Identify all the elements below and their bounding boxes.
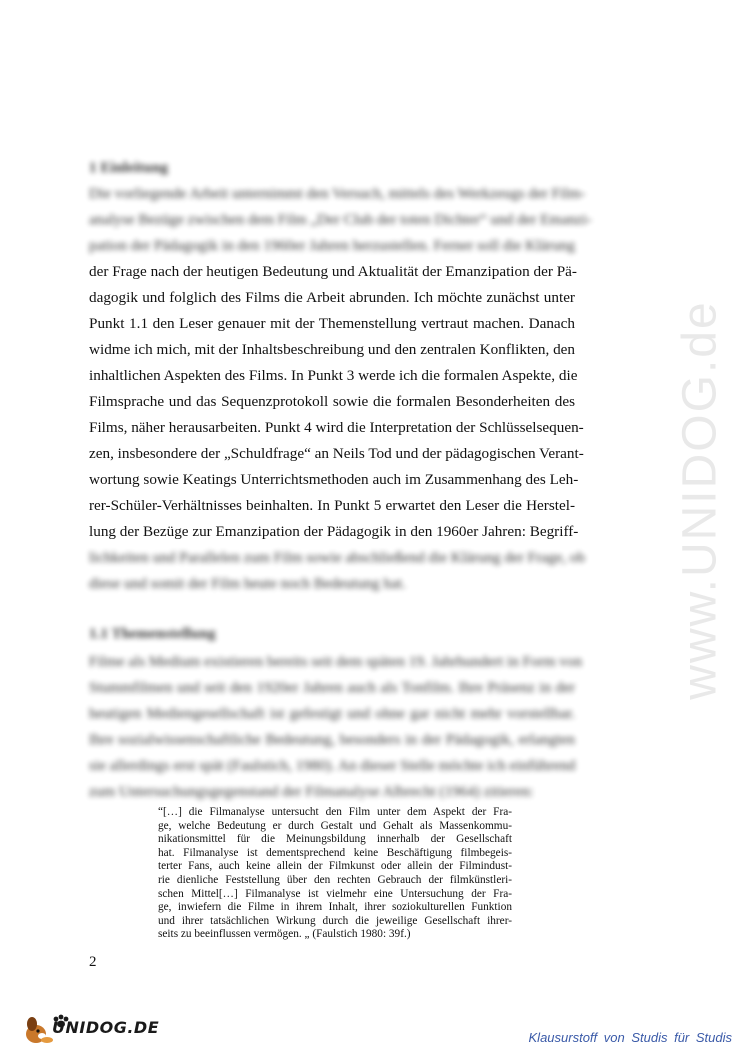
paragraph-line: Films, näher herausarbeiten. Punkt 4 wird die Interpretation der Schlüsselsequen-: [89, 419, 584, 436]
paragraph-line: Die vorliegende Arbeit unternimmt den Versuch, mittels des Werkzeugs der Film-: [89, 185, 586, 202]
paragraph-line: zum Untersuchungsgegenstand der Filmanalyse Albrecht (1964) zitieren:: [89, 783, 534, 800]
quote-line: nikationsmittel für die Meinungsbildung innerhalb der Gesellschaft: [158, 833, 512, 846]
quote-line: terter Fans, auch keine allein der Filmkunst oder allein der Filmindust-: [158, 860, 512, 873]
quote-line: schen Mittel[…] Filmanalyse ist vielmehr eine Untersuchung der Fra-: [158, 887, 512, 900]
paragraph-line: lung der Bezüge zur Emanzipation der Pädagogik in den 1960er Jahren: Begriff-: [89, 523, 579, 540]
paragraph-line: inhaltlichen Aspekten des Films. In Punkt 3 werde ich die formalen Aspekte, die: [89, 367, 578, 384]
quote-line: hat. Filmanalyse ist dementsprechend keine Beschäftigung filmbegeis-: [158, 846, 512, 859]
paragraph-line: lichkeiten und Parallelen zum Film sowie abschließend die Klärung der Frage, ob: [89, 549, 585, 566]
block-quote: [158, 806, 512, 942]
quote-line: ge, inwiefern die Filme in ihrem Inhalt, ihrer soziokulturellen Funktion: [158, 901, 512, 914]
paragraph-line: pation der Pädagogik in den 1960er Jahren herzustellen. Ferner soll die Klärung: [89, 237, 575, 254]
quote-line: seits zu beeinflussen vermögen. „ (Faulstich 1980: 39f.): [158, 928, 411, 941]
paragraph-line: zen, insbesondere der „Schuldfrage“ an Neils Tod und der pädagogischen Verant-: [89, 445, 584, 462]
section-heading-themenstellung: 1.1 Themenstellung: [89, 626, 216, 642]
paragraph-line: widme ich mich, mit der Inhaltsbeschreibung und den zentralen Konflikten, den: [89, 341, 575, 358]
paragraph-line: Ihre sozialwissenschaftliche Bedeutung, besonders in der Pädagogik, erlangten: [89, 731, 575, 748]
footer-tagline: Klausurstoff von Studis für Studis: [528, 1030, 732, 1045]
logo-wordmark: UNIDOG.DE: [52, 1018, 160, 1037]
paragraph-line: diese und somit der Film heute noch Bedeutung hat.: [89, 575, 406, 592]
paragraph-line: heutigen Mediengesellschaft ist gefestigt und ohne gar nicht mehr vorstellbar.: [89, 705, 575, 722]
paragraph-line: wortung sowie Keatings Unterrichtsmethoden auch im Zusammenhang des Leh-: [89, 471, 579, 488]
paragraph-line: Punkt 1.1 den Leser genauer mit der Themenstellung vertraut machen. Danach: [89, 315, 575, 332]
paragraph-line: Filmsprache und das Sequenzprotokoll sowie die formalen Besonderheiten des: [89, 393, 575, 410]
quote-line: ge, welche Bedeutung er durch Gestalt und Gehalt als Massenkommu-: [158, 819, 512, 832]
quote-line: und ihrer tatsächlichen Wirkung durch die jeweilige Gesellschaft ihrer-: [158, 914, 512, 927]
quote-line: rie dienliche Feststellung über den rechten Gebrauch der filmkünstleri-: [158, 873, 512, 886]
watermark: www.UNIDOG.de: [673, 300, 727, 700]
paragraph-line: Stummfilmen und seit den 1920er Jahren auch als Tonfilm. Ihre Präsenz in der: [89, 679, 575, 696]
section-heading-einleitung: 1 Einleitung: [89, 160, 169, 176]
paragraph-line: der Frage nach der heutigen Bedeutung und Aktualität der Emanzipation der Pä-: [89, 263, 577, 280]
paragraph-line: Filme als Medium existieren bereits seit dem späten 19. Jahrhundert in Form von: [89, 653, 583, 670]
page-number: 2: [89, 954, 97, 970]
paragraph-line: dagogik und folglich des Films die Arbeit abrunden. Ich möchte zunächst unter: [89, 289, 575, 306]
paragraph-line: rer-Schüler-Verhältnisses beinhalten. In Punkt 5 erwartet den Leser die Herstel-: [89, 497, 575, 514]
paragraph-line: sie allerdings erst spät (Faulstich, 1980). An dieser Stelle möchte ich einführend: [89, 757, 576, 774]
quote-line: “[…] die Filmanalyse untersucht den Film unter dem Aspekt der Fra-: [158, 806, 512, 818]
paragraph-line: analyse Bezüge zwischen dem Film „Der Club der toten Dichter“ und der Emanzi-: [89, 211, 592, 228]
